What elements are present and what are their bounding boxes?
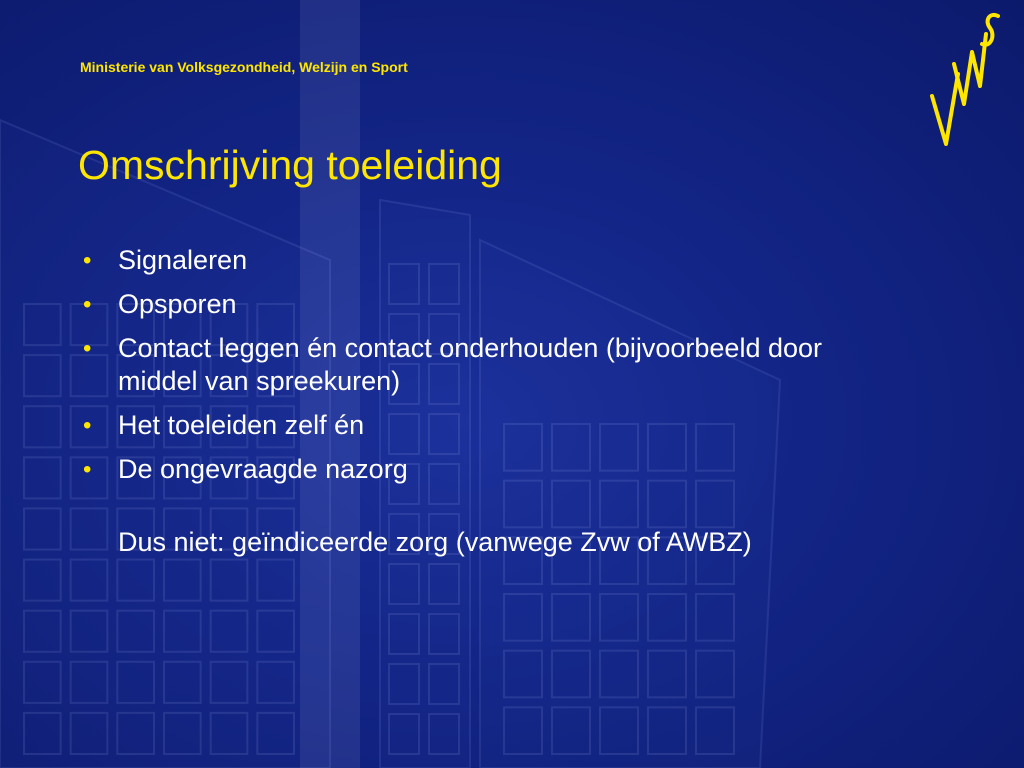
bullet-item — [80, 409, 840, 442]
ministry-name: Ministerie van Volksgezondheid, Welzijn en Sport — [80, 59, 408, 75]
slide-title: Omschrijving toeleiding — [78, 142, 502, 188]
bullet-text: Signaleren — [118, 245, 248, 275]
bullet-item — [80, 332, 840, 398]
bullet-item — [80, 453, 840, 486]
bullet-icon: • — [83, 291, 92, 318]
bullet-icon: • — [83, 412, 92, 439]
vws-logo-icon — [924, 4, 1004, 154]
bullet-item — [80, 244, 840, 277]
bullet-icon: • — [83, 247, 92, 274]
bullet-text: Opsporen — [118, 289, 237, 319]
slide-content — [80, 244, 840, 559]
slide-note: Dus niet: geïndiceerde zorg (vanwege Zvw of AWBZ) — [118, 527, 752, 557]
bullet-icon: • — [83, 335, 92, 362]
bullet-list — [80, 244, 840, 486]
bullet-text: De ongevraagde nazorg — [118, 454, 408, 484]
bullet-text: Contact leggen én contact onderhouden (bijvoorbeeld door middel van spreekuren) — [118, 333, 823, 396]
bullet-icon: • — [83, 456, 92, 483]
bullet-text: Het toeleiden zelf én — [118, 410, 365, 440]
bullet-item — [80, 288, 840, 321]
